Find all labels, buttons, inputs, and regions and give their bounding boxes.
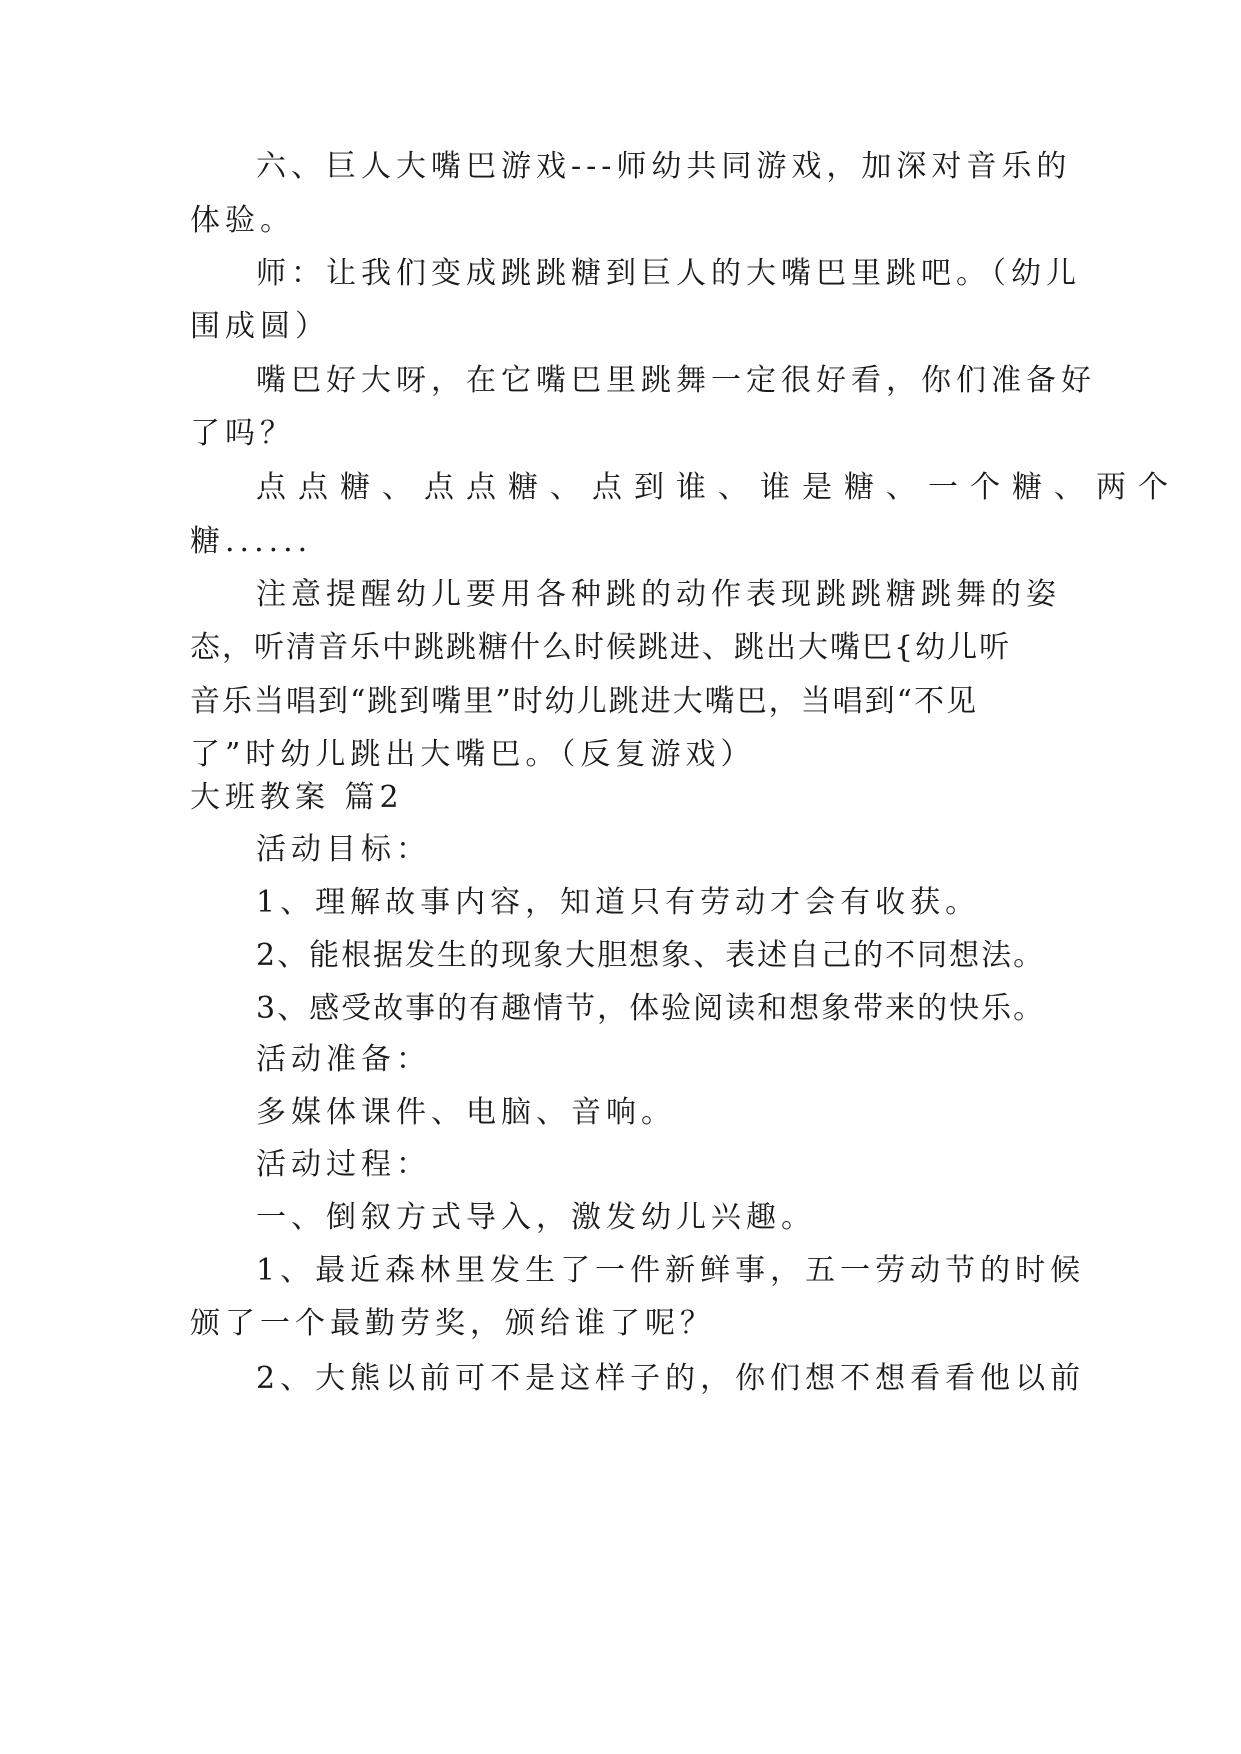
paragraph-line: 活动准备： [256, 1042, 431, 1077]
paragraph-line: 态，听清音乐中跳跳糖什么时候跳进、跳出大嘴巴{幼儿听 [190, 630, 1012, 665]
paragraph-line: 嘴巴好大呀，在它嘴巴里跳舞一定很好看，你们准备好 [256, 363, 1096, 398]
paragraph-line: 六、巨人大嘴巴游戏---师幼共同游戏，加深对音乐的 [256, 149, 1072, 184]
paragraph-line: 3、感受故事的有趣情节，体验阅读和想象带来的快乐。 [256, 991, 1046, 1026]
paragraph-line: 活动目标： [256, 832, 431, 867]
paragraph-line: 1、最近森林里发生了一件新鲜事，五一劳动节的时候 [256, 1253, 1086, 1288]
paragraph-line: 了吗？ [190, 416, 295, 451]
paragraph-line: 1、理解故事内容，知道只有劳动才会有收获。 [256, 885, 981, 920]
paragraph-line: 了”时幼儿跳出大嘴巴。（反复游戏） [190, 737, 756, 772]
section-heading: 大班教案 篇2 [190, 780, 404, 815]
paragraph-line: 围成圆） [190, 309, 330, 344]
paragraph-line: 音乐当唱到“跳到嘴里”时幼儿跳进大嘴巴，当唱到“不见 [190, 684, 979, 719]
paragraph-line: 点点糖、点点糖、点到谁、谁是糖、一个糖、两个 [256, 470, 1180, 505]
paragraph-line: 师：让我们变成跳跳糖到巨人的大嘴巴里跳吧。（幼儿 [256, 256, 1081, 291]
paragraph-line: 体验。 [190, 203, 295, 238]
paragraph-line: 颁了一个最勤劳奖，颁给谁了呢？ [190, 1306, 715, 1341]
paragraph-line: 注意提醒幼儿要用各种跳的动作表现跳跳糖跳舞的姿 [256, 577, 1061, 612]
paragraph-line: 糖...... [190, 524, 313, 559]
paragraph-line: 2、能根据发生的现象大胆想象、表述自己的不同想法。 [256, 938, 1046, 973]
paragraph-line: 多媒体课件、电脑、音响。 [256, 1095, 676, 1130]
paragraph-line: 活动过程： [256, 1147, 431, 1182]
paragraph-line: 2、大熊以前可不是这样子的，你们想不想看看他以前 [256, 1361, 1086, 1396]
paragraph-line: 一、倒叙方式导入，激发幼儿兴趣。 [256, 1200, 816, 1235]
